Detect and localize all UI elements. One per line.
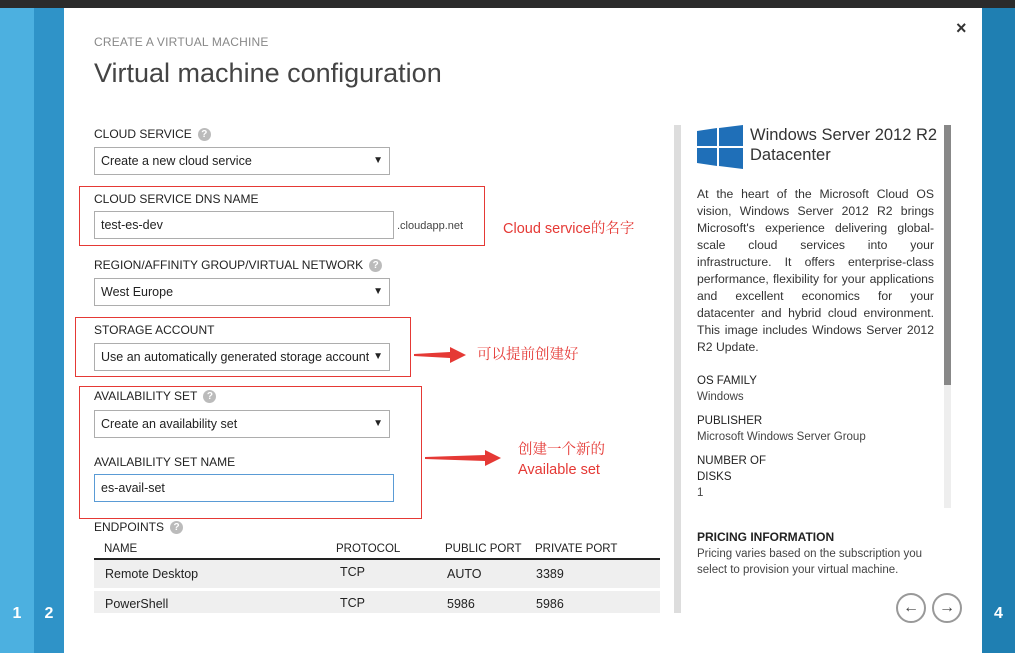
endpoint-public-port: 5986 [447,597,475,611]
storage-value: Use an automatically generated storage account [101,350,370,364]
os-family-value: Windows [697,391,744,403]
dns-suffix: .cloudapp.net [397,220,464,232]
cloud-service-value: Create a new cloud service [101,154,252,168]
region-label [94,258,382,272]
annotation-dns-text: Cloud service的名字 [503,221,635,237]
table-row[interactable] [94,560,660,588]
dns-name-label: CLOUD SERVICE DNS NAME [94,192,259,206]
endpoint-name: PowerShell [105,597,169,611]
disks-value: 1 [697,487,704,499]
windows-logo-icon [697,125,743,169]
availability-set-label [94,389,216,403]
availability-set-name-input[interactable]: es-avail-set [94,474,394,502]
endpoint-name: Remote Desktop [105,567,199,581]
help-icon[interactable]: ? [369,259,382,272]
info-scrollbar-thumb[interactable] [944,125,951,385]
disks-label-line1: NUMBER OF [697,455,766,467]
help-icon[interactable]: ? [203,390,216,403]
publisher-label: PUBLISHER [697,415,763,427]
next-arrow-icon[interactable]: → [932,593,962,623]
endpoint-private-port: 5986 [536,597,564,611]
annotation-arrow-availability [425,450,501,466]
availability-set-name-label: AVAILABILITY SET NAME [94,455,236,469]
endpoints-label [94,520,183,534]
cloud-service-label-text: CLOUD SERVICE [94,127,192,141]
annotation-availability-line2: Available set [518,462,600,478]
wizard-step-1[interactable] [0,8,34,653]
endpoints-table-header [94,542,660,560]
close-icon[interactable]: × [956,18,967,38]
image-title: Windows Server 2012 R2 Datacenter [750,126,938,164]
publisher-value: Microsoft Windows Server Group [697,431,866,443]
endpoints-label-text: ENDPOINTS [94,520,165,534]
dropdown-arrow-icon: ▼ [369,344,383,370]
wizard-step-2[interactable] [34,8,64,653]
disks-label-line2: DISKS [697,471,732,483]
region-label-text: REGION/AFFINITY GROUP/VIRTUAL NETWORK [94,258,364,272]
col-private-port: PRIVATE PORT [535,543,618,555]
availability-set-select[interactable] [94,410,390,438]
col-public-port: PUBLIC PORT [445,543,522,555]
endpoint-private-port: 3389 [536,567,564,581]
table-row[interactable] [94,591,660,613]
back-arrow-icon[interactable]: ← [896,593,926,623]
dropdown-arrow-icon: ▼ [369,411,383,437]
step-1-number: 1 [12,605,22,622]
col-name: NAME [104,543,138,555]
storage-select[interactable] [94,343,390,371]
page-backdrop [0,0,1015,8]
dropdown-arrow-icon: ▼ [369,279,383,305]
endpoint-protocol: TCP [340,565,365,579]
pricing-text: Pricing varies based on the subscription you select to provision your virtual machine. [697,548,923,576]
wizard-eyebrow: CREATE A VIRTUAL MACHINE [94,35,269,49]
endpoint-public-port: AUTO [447,567,482,581]
endpoint-protocol: TCP [340,596,365,610]
availability-set-label-text: AVAILABILITY SET [94,389,198,403]
region-value: West Europe [101,285,174,299]
step-2-number: 2 [44,605,54,622]
availability-set-value: Create an availability set [101,417,238,431]
annotation-availability-text [518,440,605,480]
help-icon[interactable]: ? [170,521,183,534]
cloud-service-select[interactable] [94,147,390,175]
col-protocol: PROTOCOL [336,543,401,555]
os-family-label: OS FAMILY [697,375,757,387]
annotation-arrow-storage [414,347,466,363]
page-title: Virtual machine configuration [94,58,442,88]
dropdown-arrow-icon: ▼ [369,148,383,174]
dns-name-input[interactable]: test-es-dev [94,211,394,239]
image-description: At the heart of the Microsoft Cloud OS vision, Windows Server 2012 R2 brings Microsoft's experience delivering global-scale cloud services into your infrastructure. It offers enterprise-class performance, flexibility for your applications and excellent economics for your datacenter and hybrid cloud environment. This image includes Windows Server 2012 R2 Update. [697,187,934,354]
help-icon[interactable]: ? [198,128,211,141]
form-scrollbar[interactable] [674,125,681,613]
wizard-step-4[interactable] [982,8,1015,653]
region-select[interactable] [94,278,390,306]
step-4-number: 4 [994,605,1003,622]
pricing-title: PRICING INFORMATION [697,530,835,544]
storage-label: STORAGE ACCOUNT [94,323,215,337]
cloud-service-label [94,127,211,141]
annotation-storage-text: 可以提前创建好 [477,347,579,363]
annotation-availability-line1: 创建一个新的 [518,442,605,458]
